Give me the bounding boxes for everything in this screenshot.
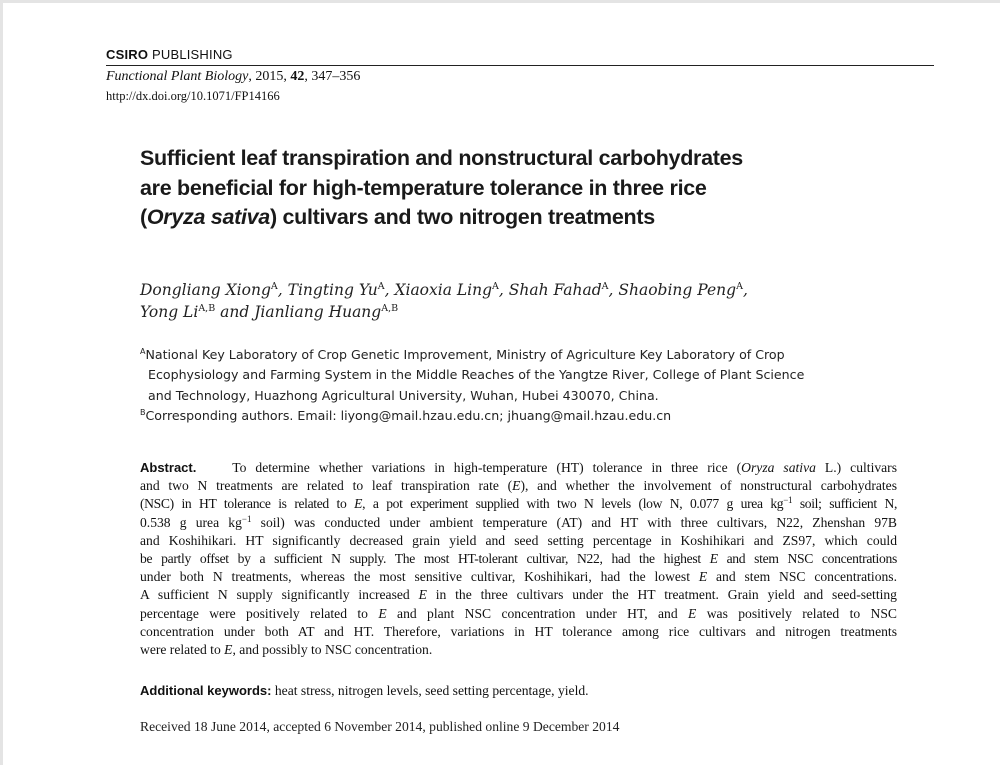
author-line-2: Yong $Li^{A,B}$ and Jianliang Huang$^{A,B}$	[140, 303, 399, 321]
abstract-line-6: be partly offset by a sufficient N supply. The most HT-tolerant cultivar, N22, had the highest E and stem NSC concentrations	[140, 551, 897, 567]
abstract-line-3: (NSC) in HT tolerance is related to E, a pot experiment supplied with two N levels (low N, 0.077 g urea $kg^{-1}$ soil; sufficient N,	[140, 495, 897, 512]
abstract-line-4: 0.538 g urea $kg^{-1}$ soil) was conducted under ambient temperature (AT) and HT with three cultivars, N22, Zhenshan 97B	[140, 513, 897, 530]
affiliation-a-line-2: Ecophysiology and Farming System in the Middle Reaches of the Yangtze River, College of Plant Science	[148, 367, 805, 383]
abstract-line-10: concentration under both AT and HT. Therefore, variations in HT tolerance among rice cultivars and nitrogen treatments	[140, 623, 897, 639]
viewer-top-edge	[0, 0, 1000, 3]
corresponding-authors: $^B$Corresponding authors. Email: liyong@mail.hzau.edu.cn; jhuang@mail.hzau.edu.cn	[140, 407, 672, 423]
publisher-name: CSIRO PUBLISHING	[106, 47, 233, 62]
abstract-line-1: Abstract. To determine whether variations in high-temperature (HT) tolerance in three rice (Oryza sativa L.) cultivars	[140, 460, 897, 475]
doi-link[interactable]: http://dx.doi.org/10.1071/FP14166	[106, 89, 280, 103]
header-rule	[106, 65, 934, 66]
received-dates: Received 18 June 2014, accepted 6 November 2014, published online 9 December 2014	[140, 719, 620, 734]
affiliation-a-line-1: $^A$National Key Laboratory of Crop Genetic Improvement, Ministry of Agriculture Key Laboratory of Crop	[140, 347, 785, 362]
abstract-line-9: percentage were positively related to E and plant NSC concentration under HT, and E was positively related to NSC	[140, 605, 897, 621]
abstract-line-5: and Koshihikari. HT significantly decreased grain yield and seed setting percentage in Koshihikari and ZS97, which could	[140, 532, 897, 548]
author-list	[140, 279, 748, 323]
title-line-3: (Oryza sativa) cultivars and two nitrogen treatments	[140, 205, 655, 229]
affiliation-a-line-3: and Technology, Huazhong Agricultural University, Wuhan, Hubei 430070, China.	[148, 387, 659, 403]
article-title	[140, 144, 860, 233]
title-line-2: are beneficial for high-temperature tolerance in three rice	[140, 175, 707, 200]
abstract-label: Abstract.	[140, 460, 197, 475]
author-line-1: Dongliang Xiong$^A$, Tingting $Yu^A$, Xiaoxia Ling$^A$, Shah Fahad$^A$, Shaobing Peng$^A$,	[140, 281, 748, 299]
abstract-line-7: under both N treatments, whereas the most sensitive cultivar, Koshihikari, had the lowest E and stem NSC concentrations.	[140, 569, 897, 585]
abstract	[140, 459, 897, 659]
keywords-label: Additional keywords:	[140, 683, 272, 698]
viewer-left-edge	[0, 0, 3, 765]
additional-keywords: Additional keywords: heat stress, nitrogen levels, seed setting percentage, yield.	[140, 683, 589, 698]
journal-citation: Functional Plant Biology, 2015, 42, 347–356	[106, 69, 361, 84]
title-line-1: Sufficient leaf transpiration and nonstructural carbohydrates	[140, 146, 743, 170]
abstract-line-2: and two N treatments are related to leaf transpiration rate (E), and whether the involvement of nonstructural carbohydrates	[140, 478, 897, 494]
abstract-line-11: were related to E, and possibly to NSC concentration.	[140, 642, 433, 658]
abstract-line-8: A sufficient N supply significantly increased E in the three cultivars under the HT treatment. Grain yield and seed-setting	[140, 587, 897, 603]
affiliations	[140, 345, 804, 426]
